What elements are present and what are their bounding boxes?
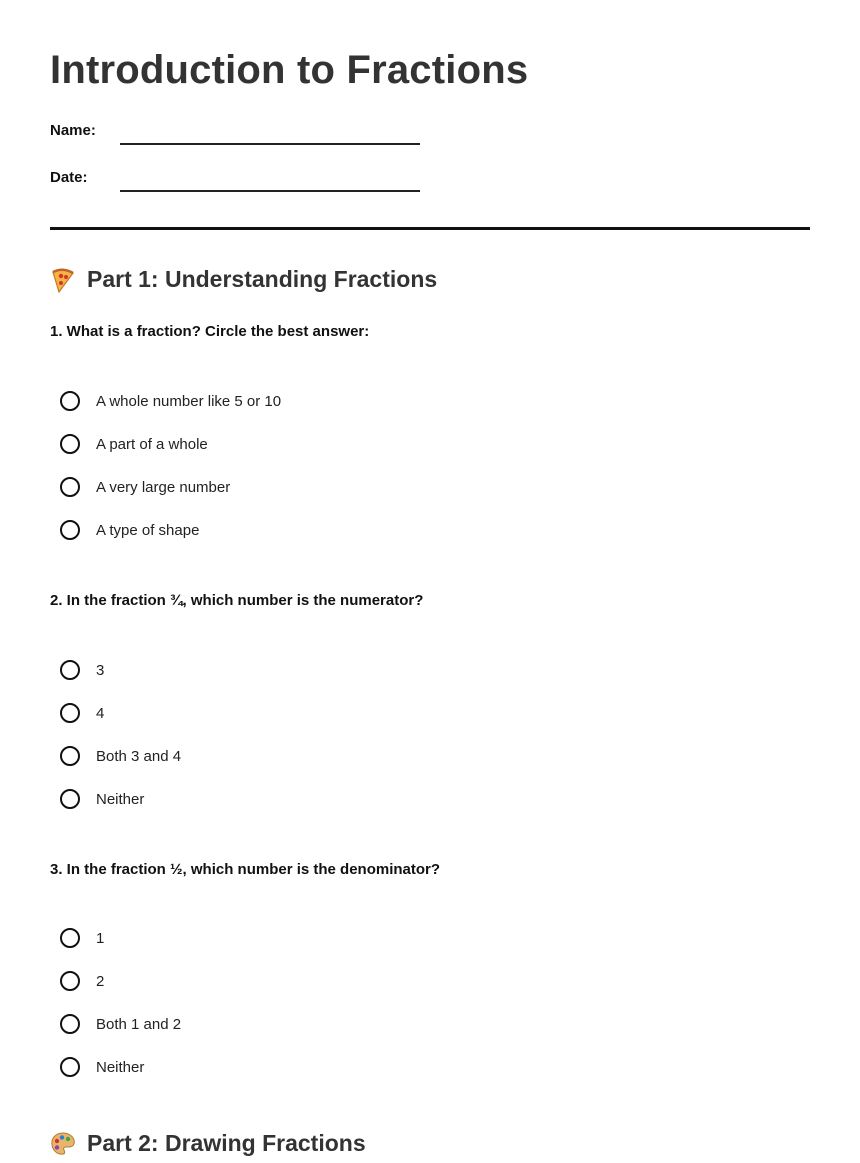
- q1-option-2[interactable]: [60, 432, 208, 456]
- q3-option-4[interactable]: [60, 1055, 144, 1079]
- radio-circle[interactable]: [60, 660, 80, 680]
- option-label: Neither: [96, 1058, 145, 1076]
- date-field[interactable]: [120, 190, 420, 192]
- q1-option-4[interactable]: [60, 518, 199, 542]
- option-label: 1: [96, 929, 105, 947]
- option-label: 4: [96, 704, 105, 722]
- q1-option-3[interactable]: [60, 475, 230, 499]
- part2-heading-text: Part 2: Drawing Fractions: [87, 1130, 366, 1156]
- radio-circle[interactable]: [60, 703, 80, 723]
- part1-heading-text: Part 1: Understanding Fractions: [87, 266, 438, 292]
- name-field[interactable]: [120, 143, 420, 145]
- question-1: 1. What is a fraction? Circle the best answer:: [50, 323, 370, 340]
- palette-icon: [50, 1131, 76, 1157]
- radio-circle[interactable]: [60, 1014, 80, 1034]
- radio-circle[interactable]: [60, 434, 80, 454]
- option-label: Both 3 and 4: [96, 747, 182, 765]
- pizza-icon: [50, 267, 76, 293]
- radio-circle[interactable]: [60, 477, 80, 497]
- part1-heading: [50, 266, 437, 293]
- radio-circle[interactable]: [60, 1057, 80, 1077]
- option-label: 3: [96, 661, 105, 679]
- option-label: Both 1 and 2: [96, 1015, 182, 1033]
- question-3: 3. In the fraction ½, which number is the denominator?: [50, 861, 441, 878]
- q3-option-2[interactable]: [60, 969, 104, 993]
- option-label: A very large number: [96, 478, 231, 496]
- part2-heading: [50, 1130, 366, 1157]
- option-label: A part of a whole: [96, 435, 208, 453]
- name-label: Name:: [50, 122, 96, 139]
- q3-option-3[interactable]: [60, 1012, 181, 1036]
- radio-circle[interactable]: [60, 391, 80, 411]
- q2-option-1[interactable]: [60, 658, 104, 682]
- radio-circle[interactable]: [60, 746, 80, 766]
- q1-option-1[interactable]: [60, 389, 281, 413]
- radio-circle[interactable]: [60, 789, 80, 809]
- radio-circle[interactable]: [60, 520, 80, 540]
- date-label: Date:: [50, 169, 88, 186]
- option-label: A whole number like 5 or 10: [96, 392, 282, 410]
- option-label: 2: [96, 972, 105, 990]
- option-label: Neither: [96, 790, 145, 808]
- q3-option-1[interactable]: [60, 926, 104, 950]
- option-label: A type of shape: [96, 521, 200, 539]
- header-divider: [50, 227, 810, 230]
- page-title: Introduction to Fractions: [50, 48, 529, 92]
- q2-option-4[interactable]: [60, 787, 144, 811]
- radio-circle[interactable]: [60, 928, 80, 948]
- q2-option-3[interactable]: [60, 744, 181, 768]
- radio-circle[interactable]: [60, 971, 80, 991]
- q2-option-2[interactable]: [60, 701, 104, 725]
- question-2: 2. In the fraction ¾, which number is the numerator?: [50, 592, 424, 609]
